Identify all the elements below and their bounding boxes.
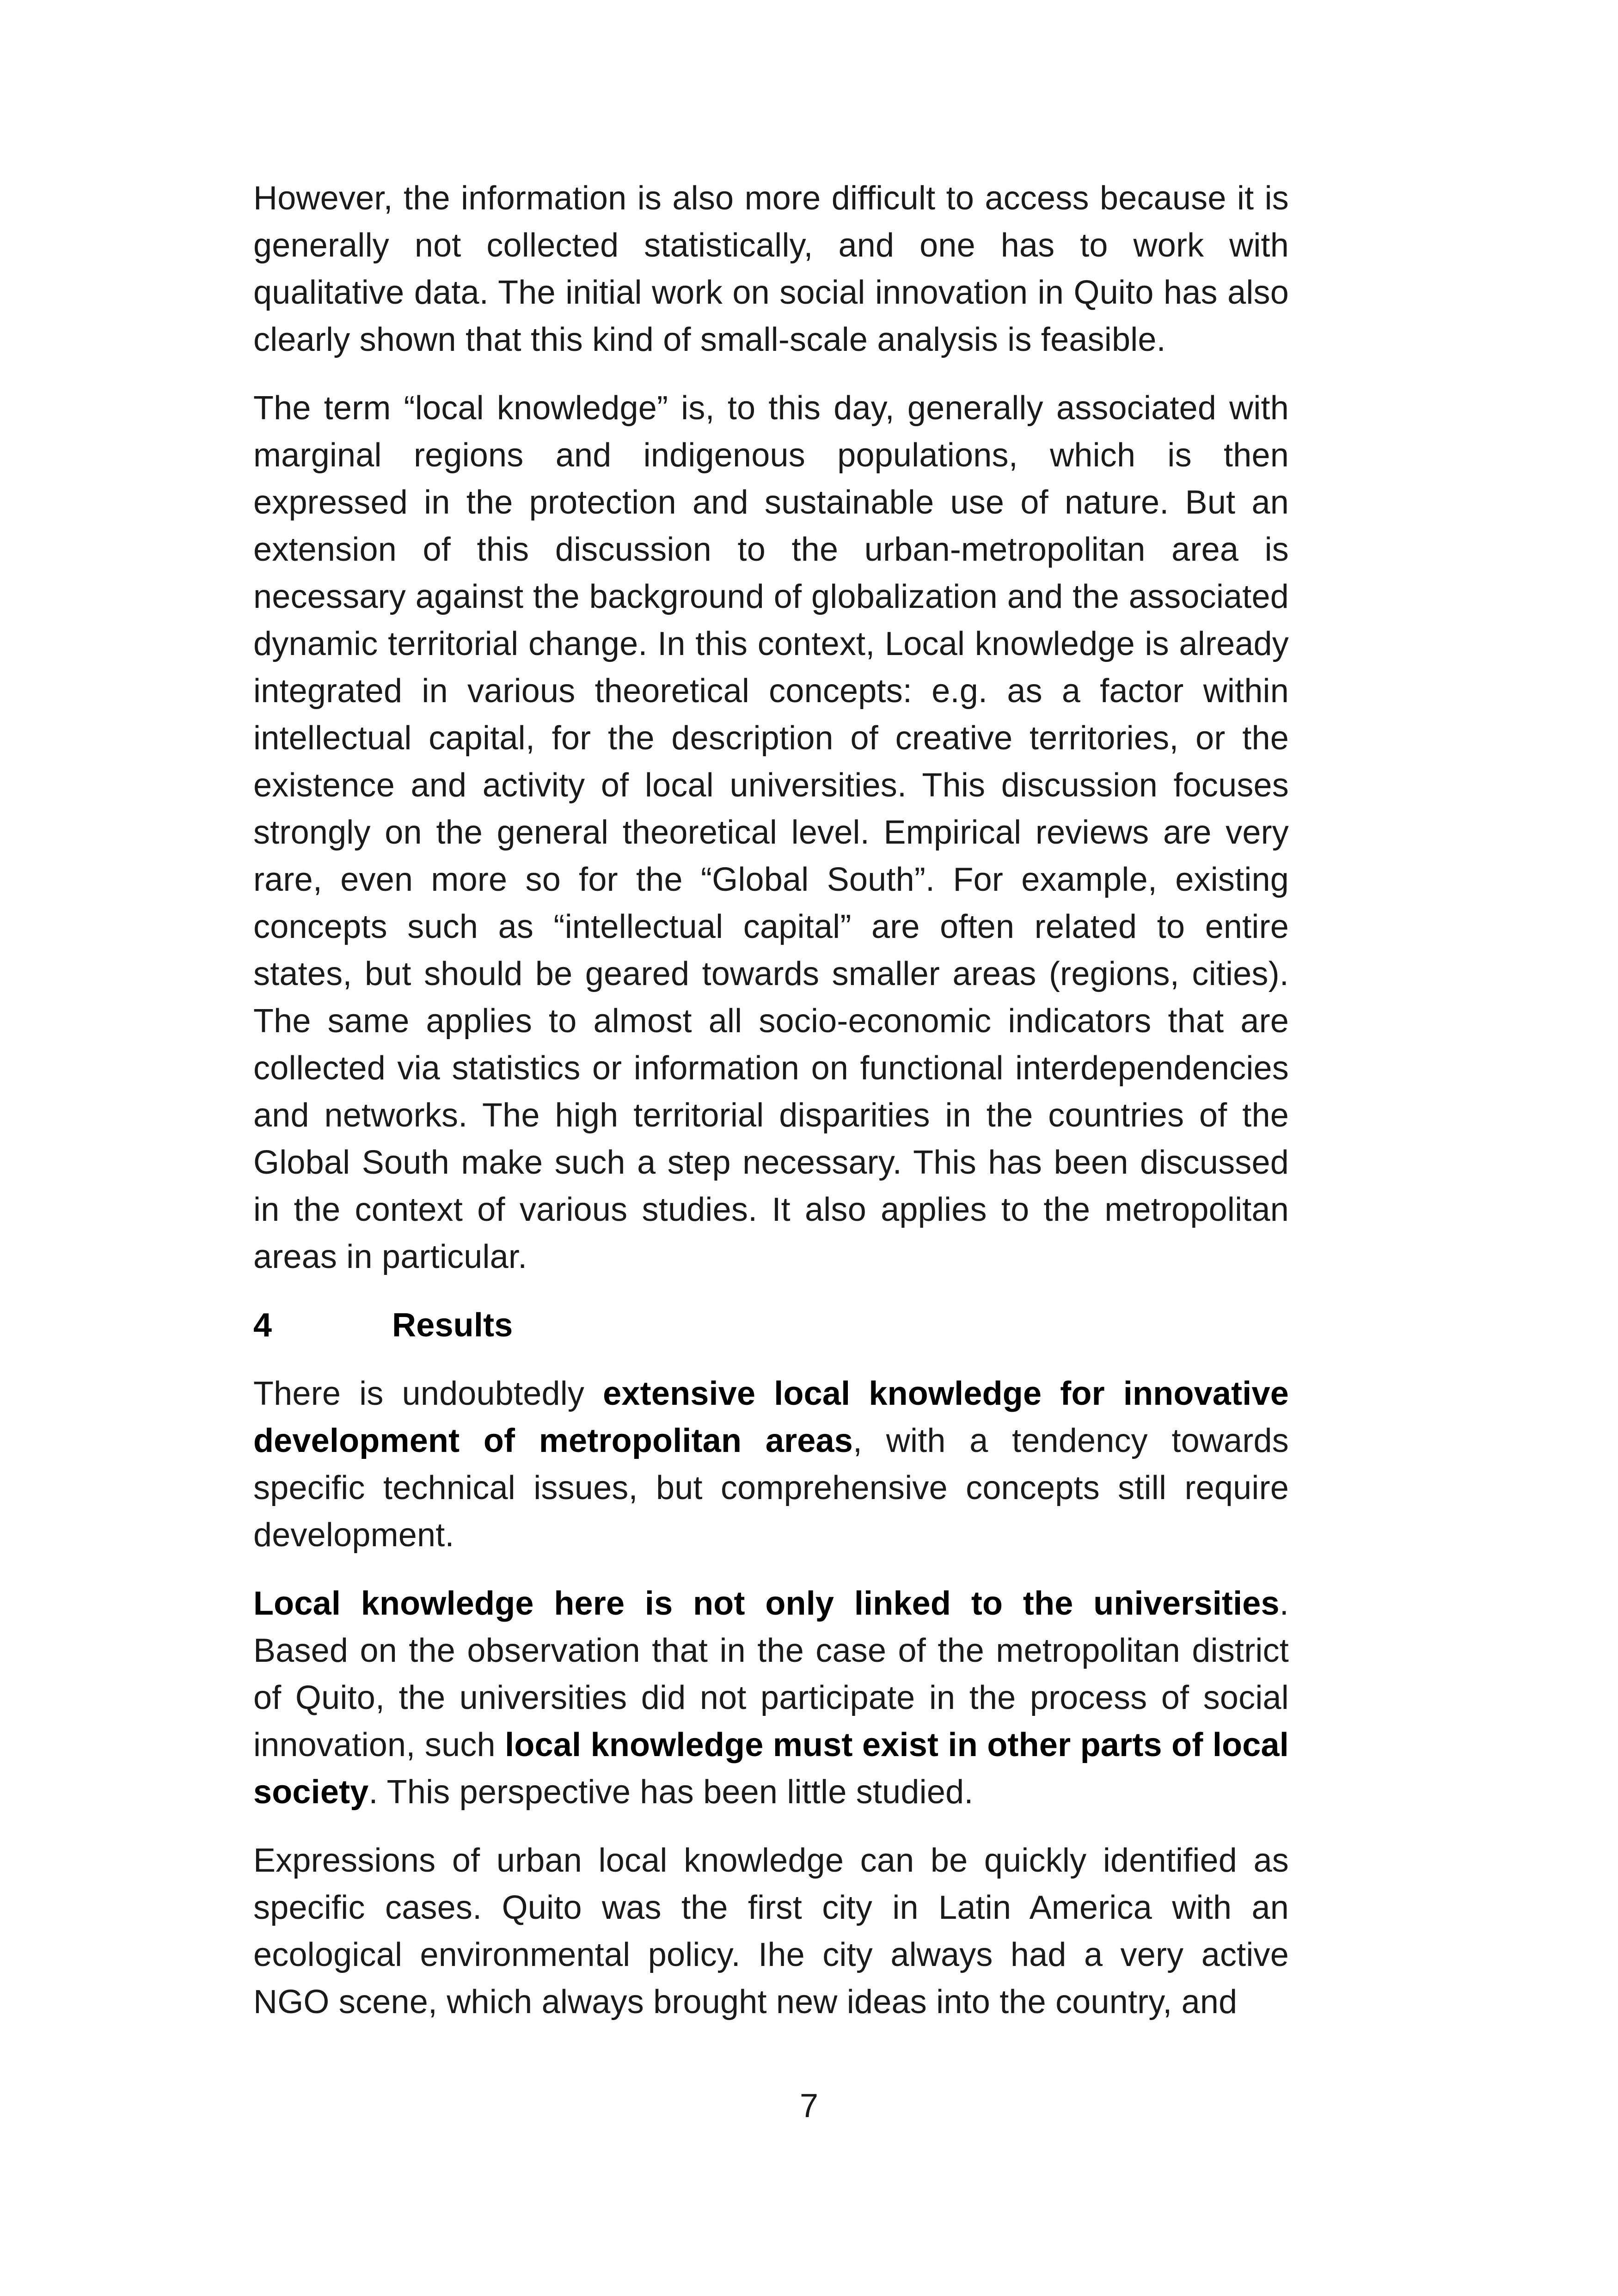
paragraph-intro: However, the information is also more difficult to access because it is generally not collected statistically, and one has to work with qualitative data. The initial work on social innovation in Quito has also clearly shown that this kind of small-scale analysis is feasible. bbox=[253, 180, 1289, 358]
paragraph-results-1 bbox=[253, 1370, 1289, 1559]
page-number: 7 bbox=[799, 2088, 819, 2125]
page-body bbox=[253, 175, 1289, 2047]
section-heading bbox=[253, 1302, 1289, 1349]
paragraph-results-2 bbox=[253, 1580, 1289, 1816]
bold-text-run: Local knowledge here is not only linked to the universities bbox=[253, 1585, 1280, 1622]
text-run: , with a tendency towards specific technical issues, but comprehensive concepts still require development. bbox=[253, 1422, 1289, 1554]
bold-text-run: local knowledge must exist in other parts of local society bbox=[253, 1727, 1289, 1811]
bold-text-run: extensive local knowledge for innovative development of metropolitan areas bbox=[253, 1375, 1289, 1459]
paragraph-local-knowledge: The term “local knowledge” is, to this day, generally associated with marginal regions and indigenous populations, which is then expressed in the protection and sustainable use of nature. But an extension of this discussion to the urban-metropolitan area is necessary against the background of globalization and the associated dynamic territorial change. In this context, Local knowledge is already integrated in various theoretical concepts: e.g. as a factor within intellectual capital, for the description of creative territories, or the existence and activity of local universities. This discussion focuses strongly on the general theoretical level. Empirical reviews are very rare, even more so for the “Global South”. For example, existing concepts such as “intellectual capital” are often related to entire states, but should be geared towards smaller areas (regions, cities). The same applies to almost all socio-economic indicators that are collected via statistics or information on functional interdependencies and networks. The high territorial disparities in the countries of the Global South make such a step necessary. This has been discussed in the context of various studies. It also applies to the metropolitan areas in particular. bbox=[253, 390, 1289, 1275]
section-number: 4 bbox=[253, 1307, 272, 1344]
text-run: There is undoubtedly bbox=[253, 1375, 603, 1412]
text-run: . This perspective has been little studied. bbox=[368, 1774, 974, 1811]
text-run: . Based on the observation that in the case of the metropolitan district of Quito, the universities did not participate in the process of social innovation, such bbox=[253, 1585, 1289, 1763]
paragraph-results-3: Expressions of urban local knowledge can be quickly identified as specific cases. Quito was the first city in Latin America with an ecological environmental policy. Ihe city always had a very active NGO scene, which always brought new ideas into the country, and bbox=[253, 1842, 1289, 2020]
section-title: Results bbox=[392, 1307, 513, 1344]
